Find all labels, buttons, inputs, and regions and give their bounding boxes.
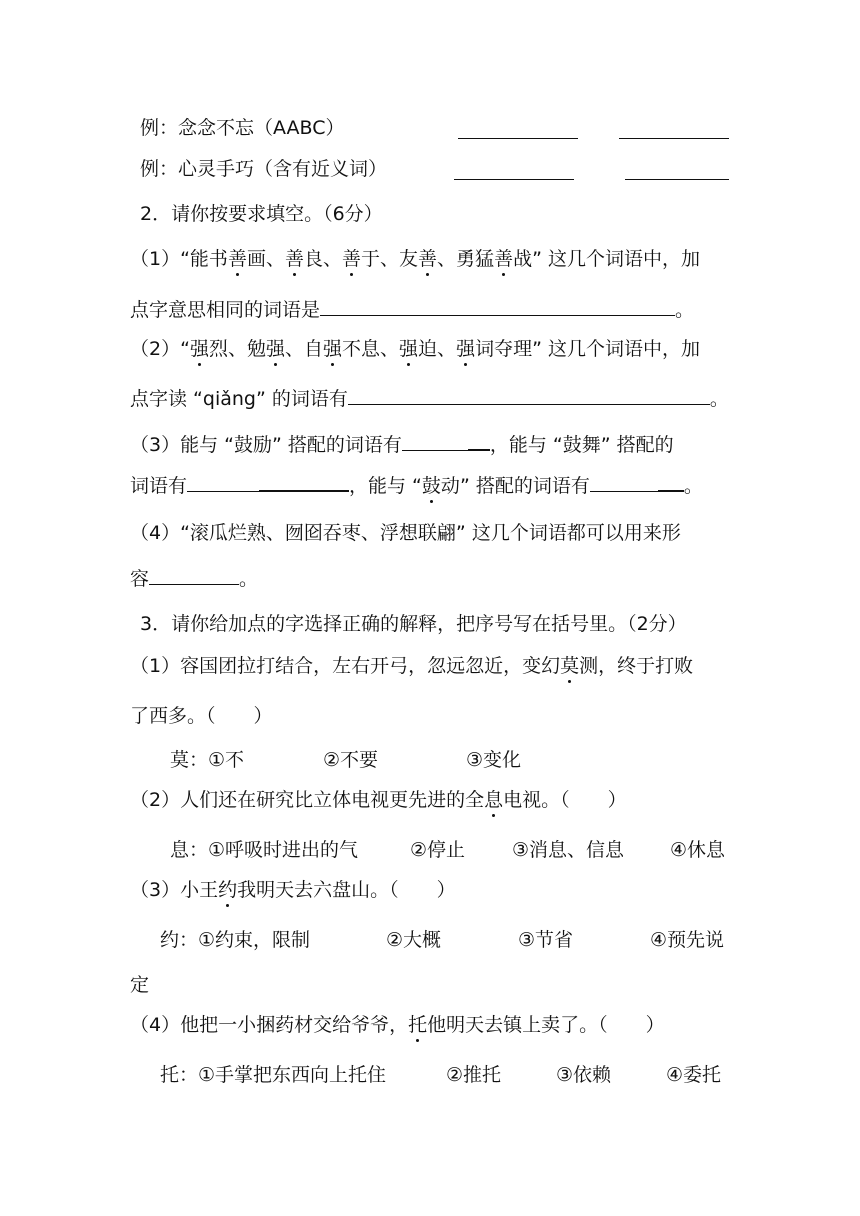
dotted-char: 约 (218, 879, 238, 901)
text: 。 (675, 299, 695, 321)
text: ，能与 “ (349, 475, 422, 497)
text: 。 (709, 388, 729, 410)
text: 我明天去六盘山。（ ） (237, 879, 456, 901)
text: 。 (683, 475, 703, 497)
q3-sentence-2 (130, 787, 627, 813)
q2-part-4-answer-blank[interactable] (149, 566, 239, 585)
q2-part-2-line-1 (130, 336, 700, 362)
q2-part-2-answer-blank[interactable] (348, 386, 710, 405)
q3-sentence-3-option-1: 约：①约束，限制 (160, 929, 311, 951)
q3-sentence-4-option-3: ③依赖 (556, 1064, 612, 1086)
text: （1）容国团拉打结合，左右开弓，忽远忽近，变幻 (130, 655, 561, 677)
text: ” 搭配的词语有 (459, 475, 590, 497)
text: （2）人们还在研究比立体电视更先进的全 (130, 789, 485, 811)
text: 不息、 (342, 338, 400, 360)
dotted-char: 善 (494, 248, 514, 270)
q3-sentence-3-option-4: ④预先说 (650, 929, 725, 951)
text: （3）能与 “鼓励” 搭配的词语有 (130, 434, 402, 456)
example-2-blank-1[interactable] (454, 179, 574, 180)
dotted-char: 善 (227, 248, 247, 270)
q3-sentence-1-line-1 (130, 653, 693, 679)
text: 、自 (284, 338, 323, 360)
q2-part-3-blank-3b[interactable] (658, 472, 684, 492)
text: 迫、 (418, 338, 457, 360)
q2-part-3-line-2 (130, 472, 703, 499)
question-2-title: 2．请你按要求填空。（6分） (140, 203, 383, 225)
text: 点字意思相同的词语是 (130, 299, 321, 321)
dotted-char: 强 (399, 338, 419, 360)
text: 词语有 (130, 475, 188, 497)
text: 、勇猛 (437, 248, 495, 270)
text: 测，终于打败 (579, 655, 694, 677)
example-1-blank-2[interactable] (619, 138, 729, 139)
dotted-char: 莫 (560, 655, 580, 677)
q3-sentence-4-option-2: ②推托 (446, 1064, 502, 1086)
q3-sentence-2-option-4: ④休息 (670, 839, 726, 861)
q2-part-1-answer-blank[interactable] (320, 297, 675, 316)
dotted-char: 托 (408, 1014, 428, 1036)
q2-part-3-blank-1a[interactable] (402, 432, 468, 451)
text: 于、友 (361, 248, 419, 270)
q2-part-4-line-2 (130, 566, 258, 592)
q3-sentence-3 (130, 877, 456, 903)
q3-sentence-2-option-3: ③消息、信息 (512, 839, 625, 861)
q2-part-3-blank-2a[interactable] (187, 473, 259, 492)
text: 烈、勉 (208, 338, 266, 360)
q2-part-3-line-1 (130, 431, 674, 458)
text: 战” 这几个词语中，加 (513, 248, 700, 270)
example-1-label: 例：念念不忘（AABC） (140, 117, 345, 139)
dotted-char: 善 (284, 248, 304, 270)
text: 词夺理” 这几个词语中，加 (475, 338, 700, 360)
text: 他明天去镇上卖了。（ ） (427, 1014, 665, 1036)
q3-sentence-1-line-2: 了西多。（ ） (130, 705, 273, 727)
text: 画、 (246, 248, 285, 270)
q3-sentence-1-option-1: 莫：①不 (170, 749, 245, 771)
q3-sentence-1-option-3: ③变化 (466, 749, 522, 771)
text: ，能与 “鼓舞” 搭配的 (489, 434, 674, 456)
q3-sentence-4-option-1: 托：①手掌把东西向上托住 (160, 1064, 387, 1086)
dotted-char: 强 (265, 338, 285, 360)
example-1-blank-1[interactable] (458, 138, 578, 139)
text: （1）“能书 (130, 248, 228, 270)
text: 。 (239, 568, 259, 590)
q3-sentence-3-option-3: ③节省 (518, 929, 574, 951)
text: 点字读 “qiǎng” 的词语有 (130, 388, 348, 410)
text: 动 (440, 475, 460, 497)
dotted-char: 善 (418, 248, 438, 270)
text: （4）他把一小捆药材交给爷爷， (130, 1014, 409, 1036)
text: 良、 (303, 248, 342, 270)
text: （2）“ (130, 338, 190, 360)
q3-sentence-4-option-4: ④委托 (666, 1064, 722, 1086)
dotted-char: 强 (456, 338, 476, 360)
q3-sentence-3-option-2: ②大概 (386, 929, 442, 951)
example-2-label: 例：心灵手巧（含有近义词） (140, 158, 388, 180)
dotted-char: 强 (323, 338, 343, 360)
dotted-char: 强 (189, 338, 209, 360)
q2-part-4-line-1: （4）“滚瓜烂熟、囫囵吞枣、浮想联翩” 这几个词语都可以用来形 (130, 522, 681, 544)
q2-part-2-line-2 (130, 386, 729, 412)
q3-sentence-1-option-2: ②不要 (323, 749, 379, 771)
text: 电视。（ ） (503, 789, 627, 811)
q3-sentence-2-option-1: 息：①呼吸时进出的气 (170, 839, 359, 861)
q3-sentence-2-option-2: ②停止 (410, 839, 466, 861)
dotted-char: 息 (484, 789, 504, 811)
dotted-char: 鼓 (421, 475, 441, 497)
q2-part-3-blank-1b[interactable] (468, 431, 490, 451)
q3-sentence-3-option-4-wrap: 定 (130, 974, 150, 996)
text: （3）小王 (130, 879, 219, 901)
q2-part-3-blank-2b[interactable] (259, 472, 349, 492)
q2-part-1-line-2 (130, 297, 694, 323)
dotted-char: 善 (342, 248, 362, 270)
q2-part-3-blank-3a[interactable] (590, 473, 658, 492)
q3-sentence-4 (130, 1012, 665, 1038)
q2-part-1-line-1 (130, 246, 700, 272)
question-3-title: 3．请你给加点的字选择正确的解释，把序号写在括号里。（2分） (140, 613, 687, 635)
example-2-blank-2[interactable] (625, 179, 729, 180)
text: 容 (130, 568, 150, 590)
